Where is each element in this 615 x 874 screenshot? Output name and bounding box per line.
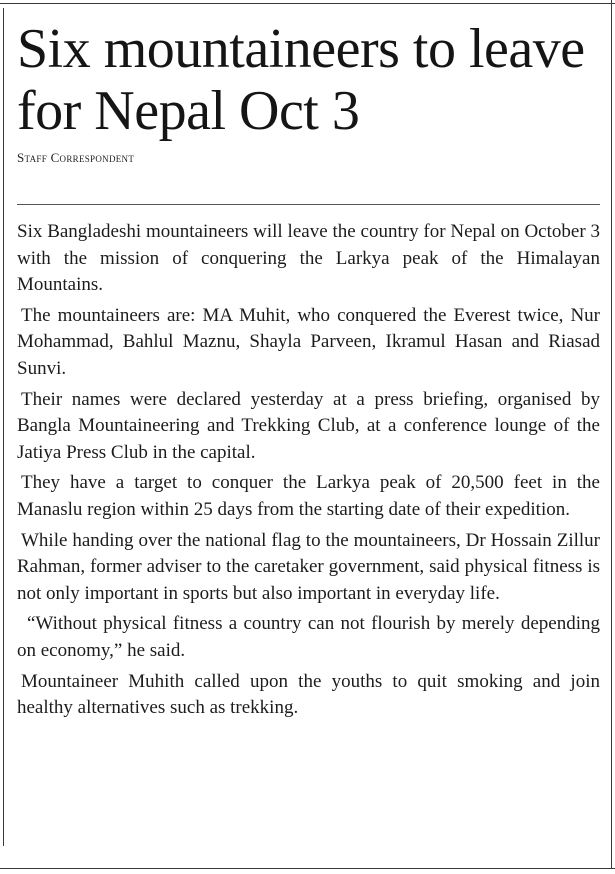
article-body	[17, 219, 600, 726]
paragraph: While handing over the national flag to the mountaineers, Dr Hossain Zillur Rahman, former adviser to the caretaker government, said physical fitness is not only important in sports but also important in everyday life.	[17, 529, 600, 604]
paragraph: The mountaineers are: MA Muhit, who conquered the Everest twice, Nur Mohammad, Bahlul Maznu, Shayla Parveen, Ikramul Hasan and Riasad Sunvi.	[17, 304, 600, 379]
article-header	[17, 18, 600, 166]
left-border-rule	[3, 8, 4, 846]
byline-divider	[17, 204, 600, 205]
paragraph: Their names were declared yesterday at a press briefing, organised by Bangla Mountaineering and Trekking Club, at a conference lounge of the Jatiya Press Club in the capital.	[17, 388, 600, 463]
paragraph: Mountaineer Muhith called upon the youths to quit smoking and join healthy alternatives such as trekking.	[17, 670, 600, 719]
paragraph: Six Bangladeshi mountaineers will leave the country for Nepal on October 3 with the mission of conquering the Larkya peak of the Himalayan Mountains.	[17, 221, 600, 296]
bottom-border-rule	[0, 868, 615, 869]
paragraph: “Without physical fitness a country can not flourish by merely depending on economy,” he said.	[17, 613, 600, 661]
paragraph: They have a target to conquer the Larkya peak of 20,500 feet in the Manaslu region within 25 days from the starting date of their expedition.	[17, 472, 600, 520]
byline: Staff Correspondent	[17, 150, 135, 165]
right-border-rule	[611, 0, 612, 868]
top-border-rule	[0, 3, 615, 4]
headline: Six mountaineers to leave for Nepal Oct 3	[17, 18, 585, 142]
